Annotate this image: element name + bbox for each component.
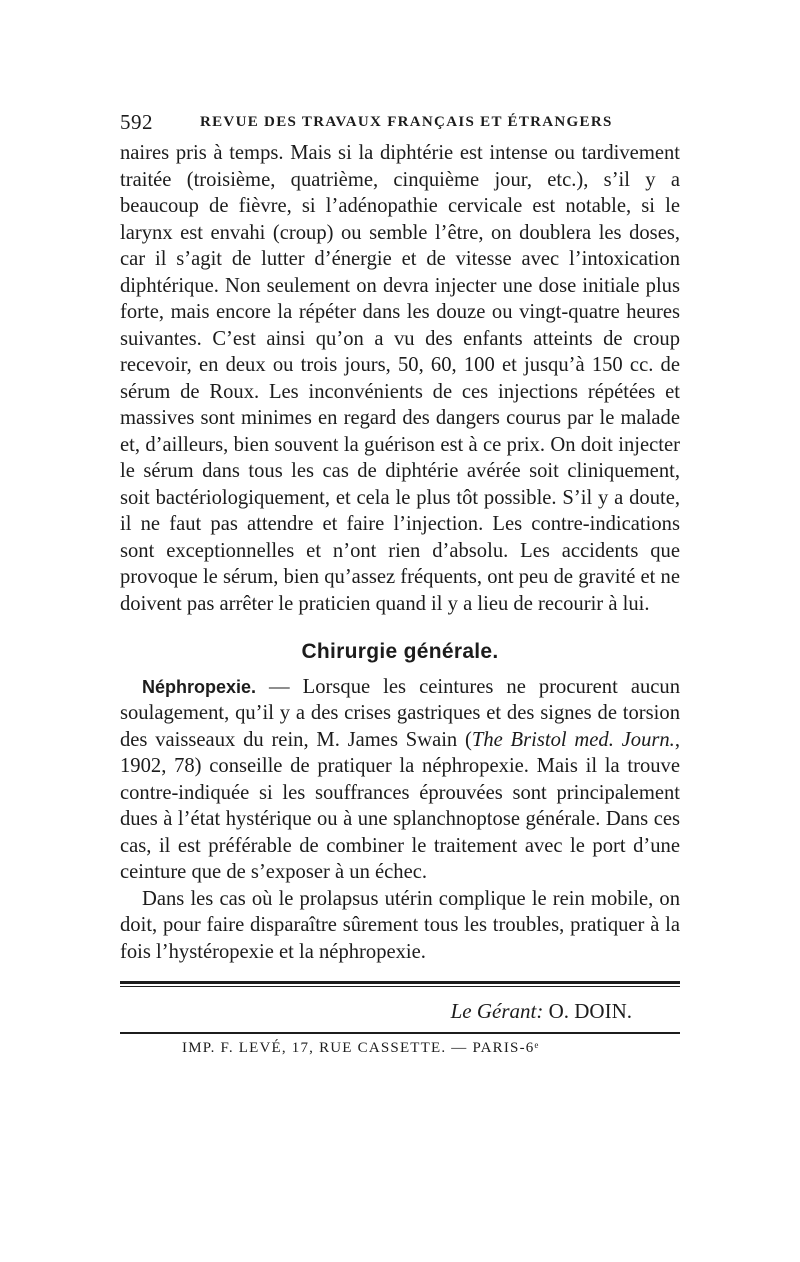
paragraph-nephropexie-start: — Lorsque les ceintures ne procurent aucun soulagement, qu’il y a des crises gastriques et des signes de torsion des vaisseaux du rein, M. James Swain ( — [120, 675, 680, 751]
journal-title: The Bristol med. Journ. — [471, 728, 675, 751]
runin-title: Néphropexie. — [142, 676, 257, 697]
paragraph-nephropexie — [120, 674, 680, 886]
gerant-name: O. DOIN. — [548, 999, 632, 1023]
running-title: REVUE DES TRAVAUX FRANÇAIS ET ÉTRANGERS — [200, 114, 613, 130]
footer-rule — [120, 1032, 680, 1034]
paragraph-prolapsus: Dans les cas où le prolapsus utérin complique le rein mobile, on doit, pour faire disparaître sûrement tous les troubles, pratiquer à la fois l’hystéropexie et la néphropexie. — [120, 887, 680, 963]
signature-line — [120, 999, 680, 1024]
printer-imprint: IMP. F. LEVÉ, 17, RUE CASSETTE. — PARIS-6ᵉ — [182, 1040, 540, 1056]
page-number: 592 — [120, 110, 153, 134]
rule-thin — [120, 986, 680, 987]
section-heading: Chirurgie générale. — [301, 640, 499, 663]
paragraph-nephropexie-end: , 1902, 78) conseille de pratiquer la néphropexie. Mais il la trouve contre-indiquée si les souffrances éprouvées sont principalement dues à l’état hystérique ou à une splanchnoptose générale. Dans ces cas, il est préférable de combiner le traitement avec le port d’une ceinture que de s’exposer à un échec. — [120, 728, 680, 883]
running-head — [120, 108, 680, 140]
rule-thick — [120, 981, 680, 984]
paragraph-diphtheria: naires pris à temps. Mais si la diphtérie est intense ou tardivement traitée (troisième, quatrième, cinquième jour, etc.), s’il y a beaucoup de fièvre, si l’adénopathie cervicale est notable, si le larynx est envahi (croup) ou semble l’être, on doublera les doses, car il s’agit de lutter d’énergie et de vitesse avec l’intoxication diphtérique. Non seulement on devra injecter une dose initiale plus forte, mais encore la répéter dans les douze ou vingt-quatre heures suivantes. C’est ainsi qu’on a vu des enfants atteints de croup recevoir, en deux ou trois jours, 50, 60, 100 et jusqu’à 150 cc. de sérum de Roux. Les inconvénients de ces injections répétées et massives sont minimes en regard des dangers courus par le malade et, d’ailleurs, bien souvent la guérison est à ce prix. On doit injecter le sérum dans tous les cas de diphtérie avérée soit cliniquement, soit bactériologiquement, et cela le plus tôt possible. S’il y a doute, il ne faut pas attendre et faire l’injection. Les contre-indications sont exceptionnelles et n’ont rien d’absolu. Les accidents que provoque le sérum, bien qu’assez fréquents, ont peu de gravité et ne doivent pas arrêter le praticien quand il y a lieu de recourir à lui. — [120, 142, 680, 615]
book-page — [120, 108, 680, 1057]
gerant-label: Le Gérant: — [450, 999, 544, 1023]
body-text — [120, 140, 680, 965]
end-rule — [120, 981, 680, 987]
